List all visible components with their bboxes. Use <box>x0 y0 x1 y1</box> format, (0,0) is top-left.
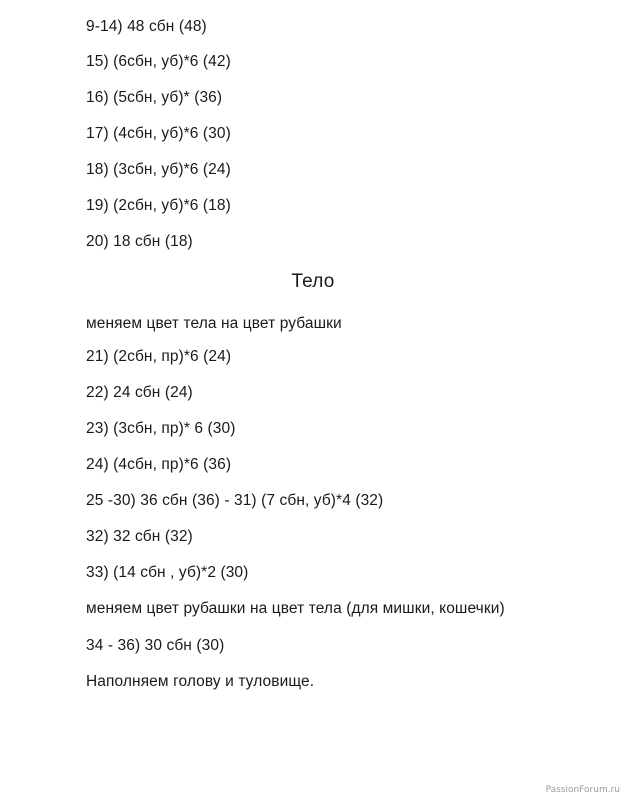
section-title: Тело <box>291 271 335 292</box>
pattern-row-15: 15) (6сбн, уб)*6 (42) <box>86 53 231 70</box>
pattern-row-18: 18) (3сбн, уб)*6 (24) <box>86 161 231 178</box>
color-change-note-2: меняем цвет рубашки на цвет тела (для мишки, кошечки) <box>86 600 505 617</box>
pattern-row-33: 33) (14 сбн , уб)*2 (30) <box>86 564 249 581</box>
pattern-row-19: 19) (2сбн, уб)*6 (18) <box>86 197 231 214</box>
pattern-row-32: 32) 32 сбн (32) <box>86 528 193 545</box>
pattern-row-22: 22) 24 сбн (24) <box>86 384 193 401</box>
pattern-row-16: 16) (5сбн, уб)* (36) <box>86 89 223 106</box>
pattern-row-24: 24) (4сбн, пр)*6 (36) <box>86 456 232 473</box>
pattern-row-21: 21) (2сбн, пр)*6 (24) <box>86 348 232 365</box>
pattern-row-17: 17) (4сбн, уб)*6 (30) <box>86 125 231 142</box>
pattern-row-23: 23) (3сбн, пр)* 6 (30) <box>86 420 236 437</box>
pattern-row-25-31: 25 -30) 36 сбн (36) - 31) (7 сбн, уб)*4 (32) <box>86 492 384 509</box>
color-change-note-1: меняем цвет тела на цвет рубашки <box>86 315 342 332</box>
pattern-row-20: 20) 18 сбн (18) <box>86 233 193 250</box>
pattern-row-9-14: 9-14) 48 сбн (48) <box>86 18 207 35</box>
watermark: PassionForum.ru <box>545 785 620 795</box>
stuffing-note: Наполняем голову и туловище. <box>86 673 315 690</box>
pattern-row-34-36: 34 - 36) 30 сбн (30) <box>86 637 225 654</box>
